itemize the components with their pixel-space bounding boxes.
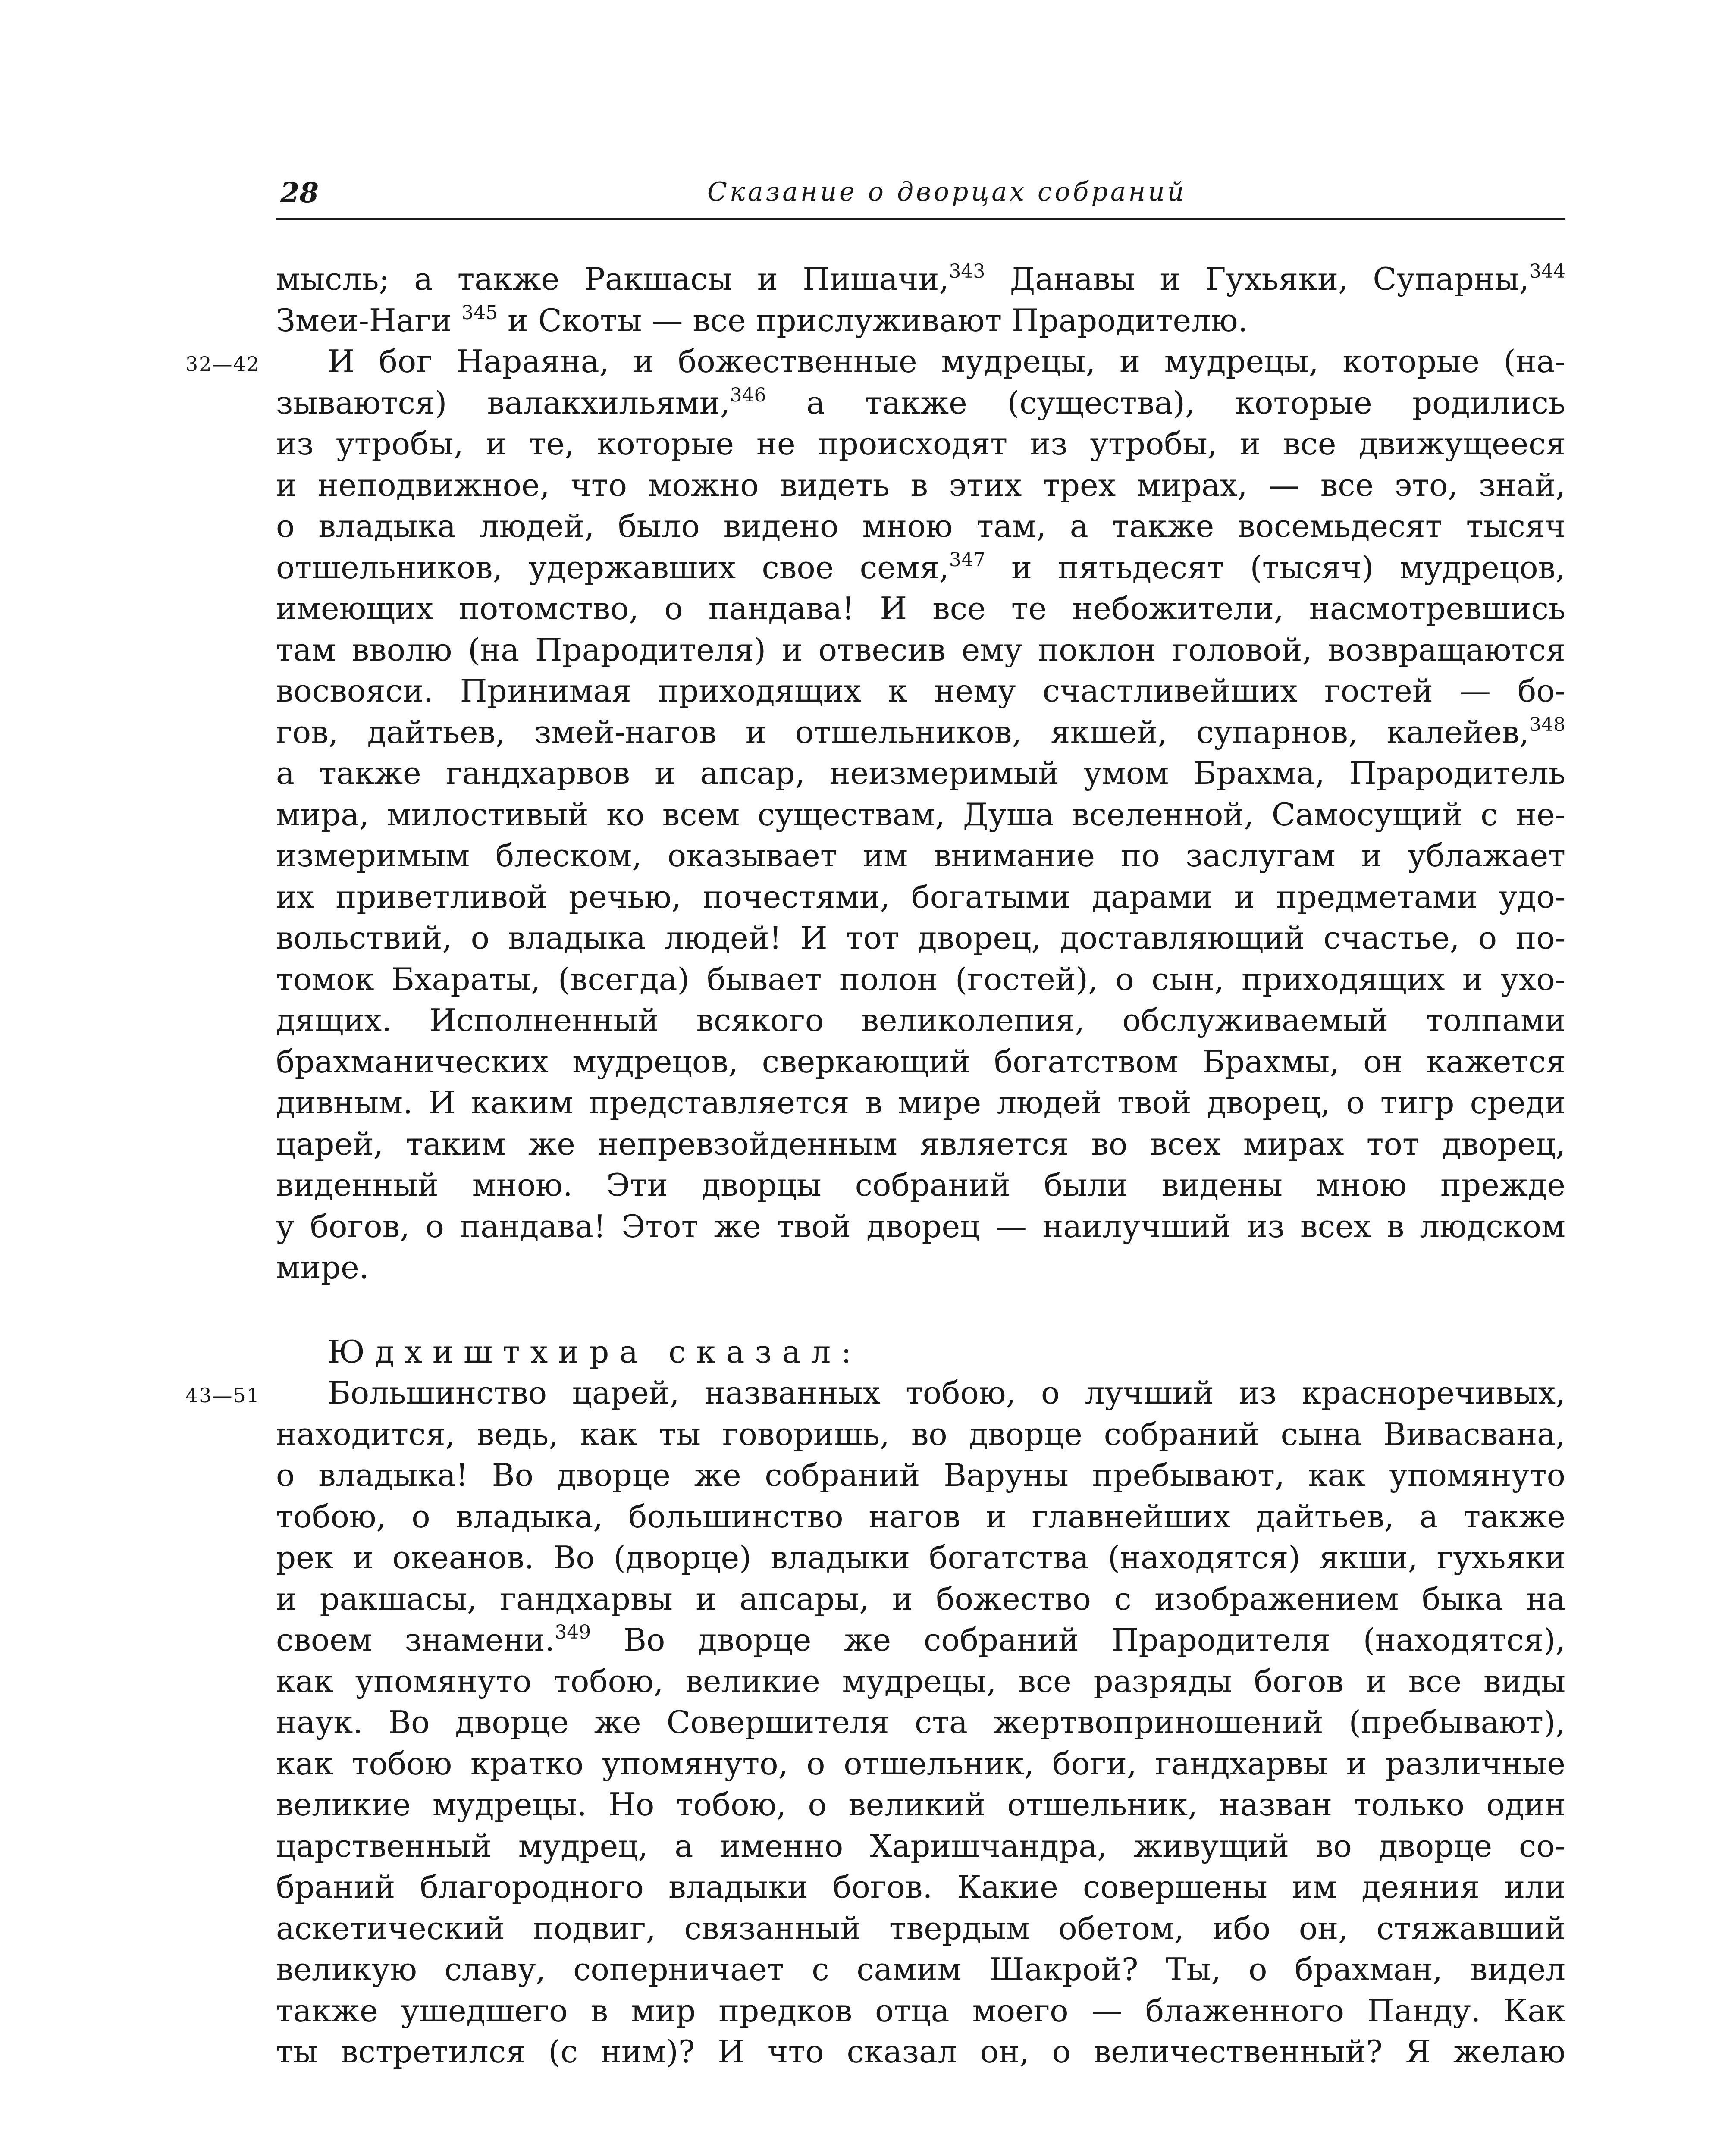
text-line: мысль; а также Ракшасы и Пишачи,$^{343}$ Данавы и Гухьяки, Супарны,$^{344}$ xyxy=(276,260,1565,297)
text-line: о владыка людей, было видено мною там, а также восемьдесят тысяч xyxy=(276,508,1565,544)
text-line: царственный мудрец, а именно Харишчандра, живущий во дворце со- xyxy=(276,1827,1565,1864)
text-line: а также гандхарвов и апсар, неизмеримый умом Брахма, Прародитель xyxy=(276,755,1565,791)
text-line: также ушедшего в мир предков отца моего — блаженного Панду. Как xyxy=(276,1992,1565,2029)
text-line: аскетический подвиг, связанный твердым обетом, ибо он, стяжавший xyxy=(276,1910,1565,1946)
text-line: у богов, о пандава! Этот же твой дворец — наилучший из всех в людском xyxy=(276,1208,1565,1244)
text-line: Змеи-Наги $^{345}$ и Скоты — все прислуживают Прародителю. xyxy=(276,301,1248,338)
text-line: и неподвижное, что можно видеть в этих трех мирах, — все это, знай, xyxy=(276,467,1565,503)
paragraph-gap xyxy=(276,1288,1565,1332)
footnote-ref: 343 xyxy=(949,260,985,282)
speaker-heading: Юдхиштхира сказал: xyxy=(328,1333,862,1370)
running-title: Сказание о дворцах собраний xyxy=(707,177,1187,207)
text-line: имеющих потомство, о пандава! И все те небожители, насмотревшись xyxy=(276,590,1565,627)
text-line: томок Бхараты, (всегда) бывает полон (гостей), о сын, приходящих и ухо- xyxy=(276,961,1565,997)
text-line: их приветливой речью, почестями, богатыми дарами и предметами удо- xyxy=(276,878,1565,915)
text-line: рек и океанов. Во (дворце) владыки богатства (находятся) якши, гухьяки xyxy=(276,1539,1565,1576)
main-text xyxy=(185,259,1565,2073)
footnote-ref: 347 xyxy=(949,548,985,571)
text-line: царей, таким же непревзойденным является во всех мирах тот дворец, xyxy=(276,1125,1565,1162)
text-line: там вволю (на Прародителя) и отвесив ему поклон головой, возвращаются xyxy=(276,631,1565,668)
text-line: брахманических мудрецов, сверкающий богатством Брахмы, он кажется xyxy=(276,1043,1565,1080)
verse-range-note: 43—51 xyxy=(185,1384,260,1407)
text-line: виденный мною. Эти дворцы собраний были видены мною прежде xyxy=(276,1167,1565,1203)
text-line: тобою, о владыка, большинство нагов и главнейших дайтьев, а также xyxy=(276,1498,1565,1535)
text-line: ты встретился (с ним)? И что сказал он, о величественный? Я желаю xyxy=(276,2034,1565,2070)
text-line: 43—51 Большинство царей, названных тобою, о лучший из красноречивых, xyxy=(276,1373,1565,1414)
text-line: мира, милостивый ко всем существам, Душа вселенной, Самосущий с не- xyxy=(276,796,1565,833)
text-line: как упомянуто тобою, великие мудрецы, все разряды богов и все виды xyxy=(276,1663,1565,1699)
running-header xyxy=(276,170,1565,220)
text-line: зываются) валакхильями,$^{346}$ а также (существа), которые родились xyxy=(276,384,1565,421)
text-line: великую славу, соперничает с самим Шакрой? Ты, о брахман, видел xyxy=(276,1951,1565,1987)
text-line: находится, ведь, как ты говоришь, во дворце собраний сына Вивасвана, xyxy=(276,1416,1565,1452)
text-line: 32—42 И бог Нараяна, и божественные мудрецы, и мудрецы, которые (на- xyxy=(276,341,1565,382)
text-line: отшельников, удержавших свое семя,$^{347}$ и пятьдесят (тысяч) мудрецов, xyxy=(276,548,1565,586)
text-line: измеримым блеском, оказывает им внимание по заслугам и ублажает xyxy=(276,837,1565,874)
text-line: вольствий, о владыка людей! И тот дворец, доставляющий счастье, о по- xyxy=(276,920,1565,956)
text-line: из утробы, и те, которые не происходят из утробы, и все движущееся xyxy=(276,426,1565,462)
text-line: великие мудрецы. Но тобою, о великий отшельник, назван только один xyxy=(276,1786,1565,1823)
footnote-ref: 346 xyxy=(730,384,766,406)
text-line: своем знамени.$^{349}$ Во дворце же собраний Прародителя (находятся), xyxy=(276,1621,1565,1658)
text-line: как тобою кратко упомянуто, о отшельник, боги, гандхарвы и различные xyxy=(276,1745,1565,1782)
footnote-ref: 344 xyxy=(1529,260,1565,282)
text-line: о владыка! Во дворце же собраний Варуны пребывают, как упомянуто xyxy=(276,1457,1565,1493)
text-line: браний благородного владыки богов. Какие совершены им деяния или xyxy=(276,1869,1565,1905)
footnote-ref: 348 xyxy=(1529,713,1565,736)
text-line: восвояси. Принимая приходящих к нему счастливейших гостей — бо- xyxy=(276,673,1565,709)
text-line: гов, дайтьев, змей-нагов и отшельников, якшей, супарнов, калейев,$^{348}$ xyxy=(276,713,1565,750)
text-line: дивным. И каким представляется в мире людей твой дворец, о тигр среди xyxy=(276,1084,1565,1121)
text-line: и ракшасы, гандхарвы и апсары, и божество с изображением быка на xyxy=(276,1580,1565,1617)
page-number: 28 xyxy=(280,177,319,209)
footnote-ref: 345 xyxy=(461,301,498,324)
text-line: мире. xyxy=(276,1249,369,1285)
verse-range-note: 32—42 xyxy=(185,352,260,376)
text-line: дящих. Исполненный всякого великолепия, обслуживаемый толпами xyxy=(276,1002,1565,1038)
text-line: наук. Во дворце же Совершителя ста жертвоприношений (пребывают), xyxy=(276,1704,1565,1740)
footnote-ref: 349 xyxy=(555,1621,591,1643)
